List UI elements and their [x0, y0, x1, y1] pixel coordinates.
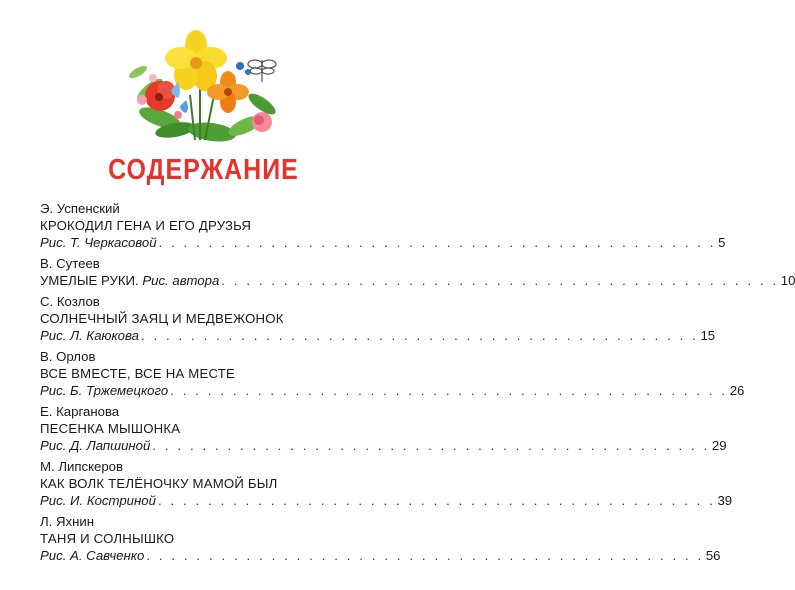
entry-credit: Рис. автора — [142, 273, 220, 288]
entry-page: 5 — [718, 235, 726, 250]
entry-page: 29 — [711, 438, 727, 453]
leader-dots: . . . . . . . . . . . . . . . . . . . . . . . . . . . . . . . . . . . . . . . . . . . . . — [152, 438, 710, 453]
leader-dots: . . . . . . . . . . . . . . . . . . . . . . . . . . . . . . . . . . . . . . . . . . . . . — [146, 548, 704, 563]
entry-title: ВСЕ ВМЕСТЕ, ВСЕ НА МЕСТЕ — [40, 366, 236, 381]
entry-page: 56 — [705, 548, 721, 563]
entry-credit-line — [40, 437, 727, 455]
entry-author: С. Козлов — [40, 294, 100, 309]
flower-bouquet-icon — [0, 0, 407, 150]
entry-title: УМЕЛЫЕ РУКИ. — [40, 273, 139, 288]
entry-credit: Рис. Б. Тржемецкого — [40, 383, 169, 398]
leader-dots: . . . . . . . . . . . . . . . . . . . . . . . . . . . . . . . . . . . . . . . . . . . . . — [140, 328, 699, 343]
entry-credit: Рис. А. Савченко — [40, 548, 145, 563]
leader-dots: . . . . . . . . . . . . . . . . . . . . . . . . . . . . . . . . . . . . . . . . . . . . . — [158, 235, 717, 250]
toc-entry — [40, 458, 733, 510]
entry-credit-line — [40, 272, 795, 290]
entry-credit-line — [40, 234, 726, 252]
entry-page: 15 — [700, 328, 716, 343]
entry-author: М. Липскеров — [40, 459, 123, 474]
toc-entry — [40, 513, 721, 565]
entry-author: В. Сутеев — [40, 256, 100, 271]
toc-entry — [40, 403, 727, 455]
entry-credit: Рис. И. Костриной — [40, 493, 156, 508]
entry-credit-line — [40, 547, 721, 565]
leader-dots: . . . . . . . . . . . . . . . . . . . . . . . . . . . . . . . . . . . . . . . . . . . . . — [170, 383, 728, 398]
entry-title: КАК ВОЛК ТЕЛЁНОЧКУ МАМОЙ БЫЛ — [40, 476, 278, 491]
leader-dots: . . . . . . . . . . . . . . . . . . . . . . . . . . . . . . . . . . . . . . . . . . . . . — [157, 493, 716, 508]
entry-title: КРОКОДИЛ ГЕНА И ЕГО ДРУЗЬЯ — [40, 218, 252, 233]
toc-entry — [40, 348, 745, 400]
entry-credit-line — [40, 492, 733, 510]
entry-page: 10 — [780, 273, 795, 288]
entry-page: 39 — [717, 493, 733, 508]
entry-author: В. Орлов — [40, 349, 96, 364]
entry-credit-line — [40, 327, 716, 345]
toc-entry — [40, 200, 726, 252]
entry-credit: Рис. Т. Черкасовой — [40, 235, 157, 250]
entry-credit: Рис. Д. Лапшиной — [40, 438, 151, 453]
entry-title: ТАНЯ И СОЛНЫШКО — [40, 531, 175, 546]
entry-author: Е. Карганова — [40, 404, 120, 419]
toc-entry — [40, 293, 716, 345]
entry-credit: Рис. Л. Каюкова — [40, 328, 139, 343]
table-of-contents — [40, 200, 795, 568]
entry-author: Э. Успенский — [40, 201, 120, 216]
page-title: СОДЕРЖАНИЕ — [108, 153, 299, 187]
entry-title: ПЕСЕНКА МЫШОНКА — [40, 421, 181, 436]
entry-page: 26 — [729, 383, 745, 398]
entry-author: Л. Яхнин — [40, 514, 95, 529]
entry-credit-line — [40, 382, 745, 400]
leader-dots: . . . . . . . . . . . . . . . . . . . . . . . . . . . . . . . . . . . . . . . . . . . . . — [221, 273, 779, 288]
toc-entry — [40, 255, 795, 290]
entry-title: СОЛНЕЧНЫЙ ЗАЯЦ И МЕДВЕЖОНОК — [40, 311, 284, 326]
